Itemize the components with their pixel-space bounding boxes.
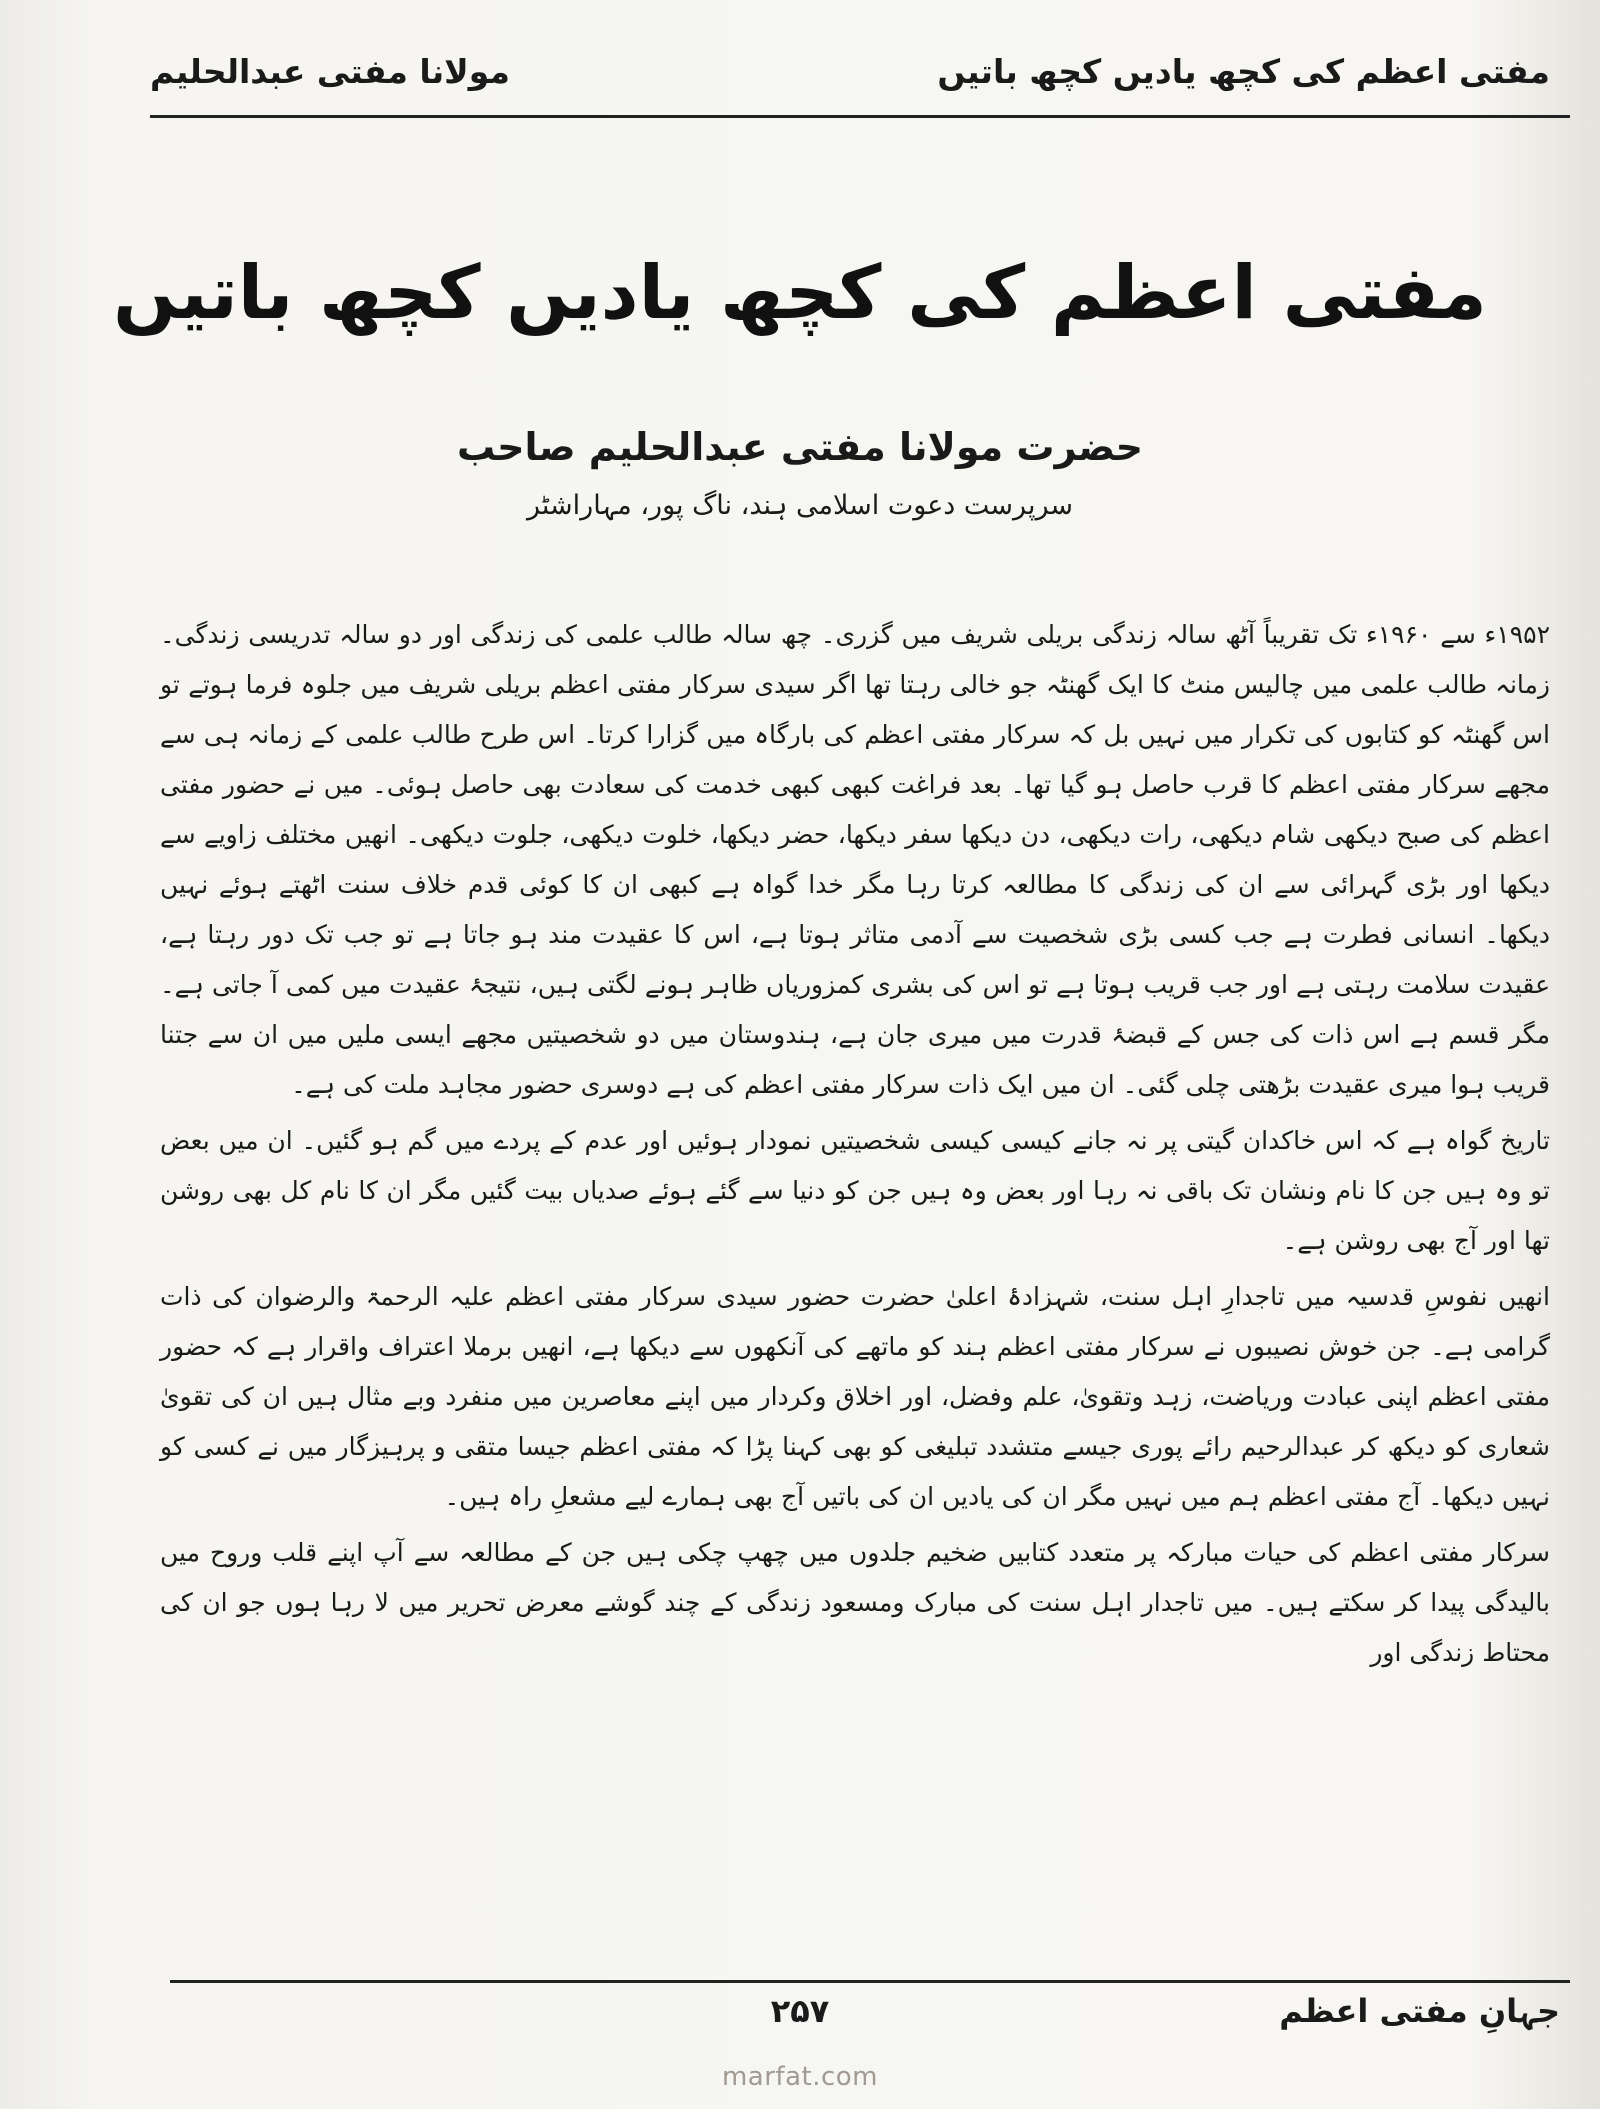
watermark: marfat.com bbox=[721, 2062, 879, 2092]
paragraph: تاریخ گواہ ہے کہ اس خاکدان گیتی پر نہ جانے کیسی کیسی شخصیتیں نمودار ہوئیں اور عدم کے پردے میں گم ہو گئیں۔ ان میں بعض تو وہ ہیں جن کا نام ونشان تک باقی نہ رہا اور بعض وہ ہیں جن کو دنیا سے گئے ہوئے صدیاں بیت گئیں مگر ان کا نام کل بھی روشن تھا اور آج بھی روشن ہے۔ bbox=[160, 1126, 1550, 1255]
footer-divider bbox=[170, 1980, 1570, 1983]
paragraph: انھیں نفوسِ قدسیہ میں تاجدارِ اہل سنت، شہزادۂ اعلیٰ حضرت حضور سیدی سرکار مفتی اعظم علیہ الرحمۃ والرضوان کی ذات گرامی ہے۔ جن خوش نصیبوں نے سرکار مفتی اعظم ہند کو ماتھے کی آنکھوں سے دیکھا ہے، انھیں برملا اعتراف واقرار ہے کہ حضور مفتی اعظم اپنی عبادت وریاضت، زہد وتقویٰ، علم وفضل، اور اخلاق وکردار میں اپنے معاصرین میں منفرد وبے مثال ہیں ان کی تقویٰ شعاری کو دیکھ کر عبدالرحیم رائے پوری جیسے متشدد تبلیغی کو بھی کہنا پڑا کہ مفتی اعظم جیسا متقی و پرہیزگار میں نے کسی کو نہیں دیکھا۔ آج مفتی اعظم ہم میں نہیں مگر ان کی یادیں ان کی باتیں آج بھی ہمارے لیے مشعلِ راہ ہیں۔ bbox=[160, 1282, 1550, 1511]
running-head-author: مولانا مفتی عبدالحلیم bbox=[150, 52, 510, 91]
article-body bbox=[160, 610, 1550, 1684]
author-name: حضرت مولانا مفتی عبدالحلیم صاحب bbox=[456, 425, 1144, 469]
page-number: ۲۵۷ bbox=[770, 1992, 830, 2030]
author-designation: سرپرست دعوت اسلامی ہند، ناگ پور، مہاراشٹر bbox=[527, 490, 1073, 521]
running-head bbox=[150, 40, 1550, 112]
header-divider bbox=[150, 115, 1570, 118]
paragraph: سرکار مفتی اعظم کی حیات مبارکہ پر متعدد کتابیں ضخیم جلدوں میں چھپ چکی ہیں جن کے مطالعہ سے آپ اپنے قلب وروح میں بالیدگی پیدا کر سکتے ہیں۔ میں تاجدار اہل سنت کی مبارک ومسعود زندگی کے چند گوشے معرض تحریر میں لا رہا ہوں جو ان کی محتاط زندگی اور bbox=[160, 1538, 1550, 1667]
paragraph: ۱۹۵۲ء سے ۱۹۶۰ء تک تقریباً آٹھ سالہ زندگی بریلی شریف میں گزری۔ چھ سالہ طالب علمی کی زندگی اور دو سالہ تدریسی زندگی۔ زمانہ طالب علمی میں چالیس منٹ کا ایک گھنٹہ جو خالی رہتا تھا اگر سیدی سرکار مفتی اعظم بریلی شریف میں جلوہ فرما ہوتے تو اس گھنٹہ کو کتابوں کی تکرار میں نہیں بل کہ سرکار مفتی اعظم کی بارگاہ میں گزارا کرتا۔ اس طرح طالب علمی کے زمانہ ہی سے مجھے سرکار مفتی اعظم کا قرب حاصل ہو گیا تھا۔ بعد فراغت کبھی کبھی خدمت کی سعادت بھی حاصل ہوئی۔ میں نے حضور مفتی اعظم کی صبح دیکھی شام دیکھی، رات دیکھی، دن دیکھا سفر دیکھا، حضر دیکھا، خلوت دیکھی، جلوت دیکھی۔ انھیں مختلف زاویے سے دیکھا اور بڑی گہرائی سے ان کی زندگی کا مطالعہ کرتا رہا مگر خدا گواہ ہے کبھی ان کا کوئی قدم خلاف سنت اٹھتے ہوئے نہیں دیکھا۔ انسانی فطرت ہے جب کسی بڑی شخصیت سے آدمی متاثر ہوتا ہے، اس کا عقیدت مند ہو جاتا ہے تو جب تک دور رہتا ہے، عقیدت سلامت رہتی ہے اور جب قریب ہوتا ہے تو اس کی بشری کمزوریاں ظاہر ہونے لگتی ہیں، نتیجۂ عقیدت میں کمی آ جاتی ہے۔ مگر قسم ہے اس ذات کی جس کے قبضۂ قدرت میں میری جان ہے، ہندوستان میں دو شخصیتیں مجھے ایسی ملیں میں ان سے جتنا قریب ہوا میری عقیدت بڑھتی چلی گئی۔ ان میں ایک ذات سرکار مفتی اعظم کی ہے دوسری حضور مجاہد ملت کی ہے۔ bbox=[160, 620, 1550, 1099]
footer-book-title: جہانِ مفتی اعظم bbox=[1279, 1992, 1560, 2030]
page-title: مفتی اعظم کی کچھ یادیں کچھ باتیں bbox=[113, 250, 1487, 336]
running-head-chapter-title: مفتی اعظم کی کچھ یادیں کچھ باتیں bbox=[937, 52, 1550, 91]
